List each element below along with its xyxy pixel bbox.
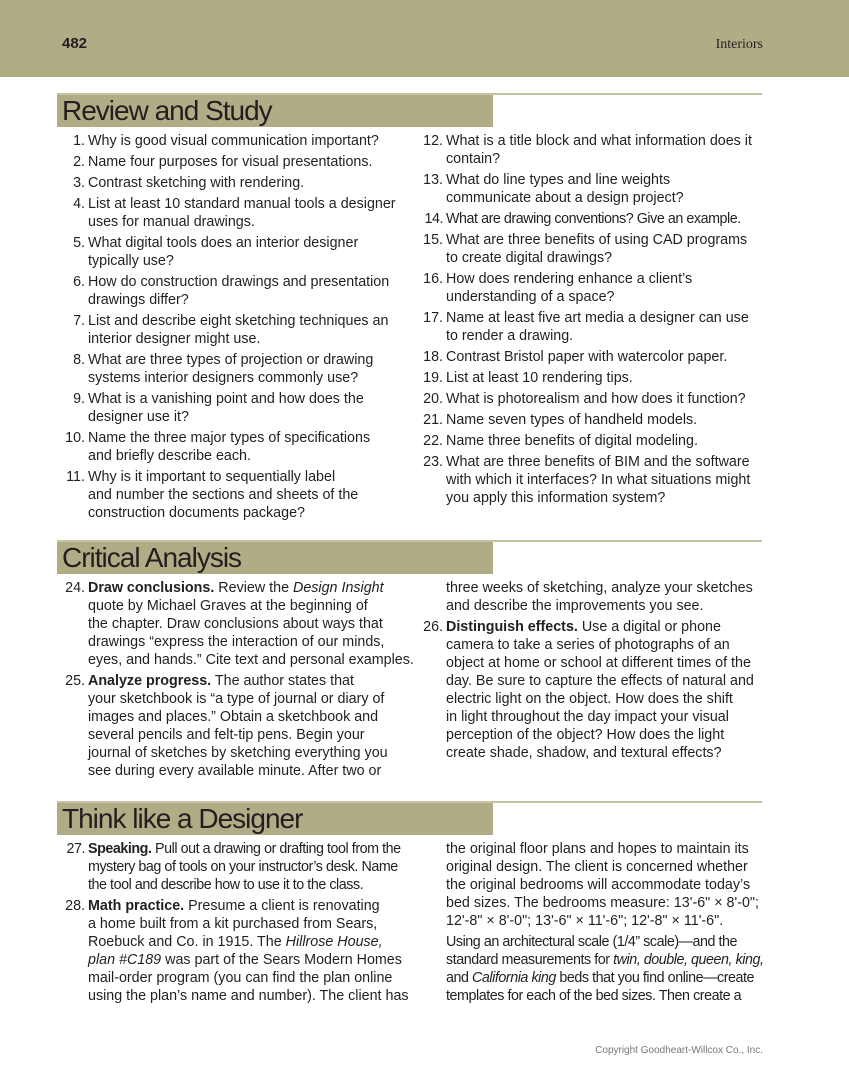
- item-number: 10.: [65, 430, 85, 446]
- question-item: [423, 618, 773, 762]
- item-number: 7.: [73, 313, 85, 329]
- item-lead: Draw conclusions.: [88, 580, 215, 596]
- question-item: [423, 309, 773, 345]
- question-item: [65, 312, 410, 348]
- item-text: quote by Michael Graves at the beginning of the chapter. Draw conclusions about ways that drawings “express the interaction of our minds, eyes, and hands.” Cite text and personal examples.: [88, 598, 414, 668]
- section-header-critical: [57, 540, 762, 576]
- item-number: 4.: [73, 196, 85, 212]
- item-text: Name the three major types of specifications and briefly describe each.: [88, 430, 371, 464]
- item-text: What are three benefits of BIM and the software with which it interfaces? In what situations might you apply this information system?: [446, 454, 751, 506]
- page-number: 482: [62, 35, 88, 52]
- think-left-column: [65, 840, 415, 1008]
- item-text: Pull out a drawing or drafting tool from the mystery bag of tools on your instructor’s desk. Name the tool and describe how to use it to the class.: [88, 841, 401, 893]
- question-item: [65, 840, 415, 894]
- question-item: [423, 231, 773, 267]
- section-title: Review and Study: [62, 95, 272, 126]
- item-lead: Analyze progress.: [88, 673, 212, 689]
- item-number: 25.: [65, 673, 85, 689]
- review-left-column: [65, 132, 410, 525]
- item-text: Presume a client is renovating a home built from a kit purchased from Sears, Roebuck and Co. in 1915. The: [88, 898, 380, 950]
- item-number: 13.: [423, 172, 443, 188]
- question-item: [65, 132, 410, 150]
- question-item: [423, 411, 773, 429]
- item-text: Why is it important to sequentially label and number the sections and sheets of the construction documents package?: [88, 469, 359, 521]
- question-item: [423, 432, 773, 450]
- item-text: How does rendering enhance a client’s understanding of a space?: [446, 271, 693, 305]
- question-item: [423, 210, 773, 228]
- item-lead: Math practice.: [88, 898, 185, 914]
- continued-paragraph: [423, 579, 773, 615]
- item-text: Why is good visual communication important?: [88, 133, 379, 149]
- item-text: Name at least five art media a designer can use to render a drawing.: [446, 310, 749, 344]
- question-item: [65, 195, 410, 231]
- item-number: 19.: [423, 370, 443, 386]
- question-item: [423, 132, 773, 168]
- question-item: [423, 348, 773, 366]
- item-lead: Speaking.: [88, 841, 152, 857]
- item-number: 22.: [423, 433, 443, 449]
- item-number: 11.: [66, 469, 85, 485]
- item-text: three weeks of sketching, analyze your sketches and describe the improvements you see.: [446, 580, 753, 614]
- continued-paragraph: [423, 933, 773, 1005]
- item-text: Use a digital or phone camera to take a series of photographs of an object at home or school at different times of the day. Be sure to capture the effects of natural and electric light on the object. How does the shift in light throughout the day impact your visual perception of the object? How does the light create shade, shadow, and textural effects?: [446, 619, 754, 761]
- section-title: Critical Analysis: [62, 542, 242, 573]
- item-number: 24.: [65, 580, 85, 596]
- item-text: Review the: [214, 580, 293, 596]
- think-right-column: [423, 840, 773, 1008]
- item-number: 23.: [423, 454, 443, 470]
- question-item: [65, 234, 410, 270]
- item-lead: Distinguish effects.: [446, 619, 578, 635]
- item-text: Name four purposes for visual presentations.: [88, 154, 373, 170]
- item-number: 15.: [423, 232, 443, 248]
- item-text: Hillrose House, plan #C189: [88, 934, 383, 968]
- item-text: Contrast sketching with rendering.: [88, 175, 305, 191]
- question-item: [65, 429, 410, 465]
- question-item: [65, 174, 410, 192]
- item-text: What is photorealism and how does it function?: [446, 391, 746, 407]
- item-text: What is a vanishing point and how does the designer use it?: [88, 391, 364, 425]
- item-number: 20.: [423, 391, 443, 407]
- question-item: [65, 897, 415, 1005]
- item-text: List at least 10 standard manual tools a designer uses for manual drawings.: [88, 196, 396, 230]
- item-number: 18.: [423, 349, 443, 365]
- question-item: [65, 351, 410, 387]
- item-number: 2.: [73, 154, 85, 170]
- item-text: The author states that your sketchbook is “a type of journal or diary of images and places.” Obtain a sketchbook and several pencils and felt-tip pens. Begin your journal of sketches by sketching everything you see during every available minute. After two or: [88, 673, 388, 779]
- question-item: [65, 672, 415, 780]
- item-text: California king: [472, 970, 556, 986]
- item-text: and: [446, 970, 469, 986]
- item-text: What are three types of projection or drawing systems interior designers commonly use?: [88, 352, 374, 386]
- item-text: What is a title block and what information does it contain?: [446, 133, 752, 167]
- chapter-title: Interiors: [715, 37, 763, 52]
- critical-left-column: [65, 579, 415, 783]
- question-item: [65, 390, 410, 426]
- item-number: 28.: [65, 898, 85, 914]
- review-right-column: [423, 132, 773, 510]
- item-number: 1.: [73, 133, 85, 149]
- item-number: 5.: [73, 235, 85, 251]
- question-item: [65, 468, 410, 522]
- item-number: 16.: [423, 271, 443, 287]
- continued-paragraph: [423, 840, 773, 930]
- item-text: beds that you find online—create templates for each of the bed sizes. Then create a: [446, 970, 755, 1004]
- critical-right-column: [423, 579, 773, 765]
- item-number: 9.: [73, 391, 85, 407]
- item-text: List and describe eight sketching techniques an interior designer might use.: [88, 313, 389, 347]
- item-number: 8.: [73, 352, 85, 368]
- question-item: [65, 273, 410, 309]
- copyright: Copyright Goodheart-Willcox Co., Inc.: [595, 1045, 763, 1056]
- item-text: twin, double, queen, king,: [613, 952, 764, 968]
- item-text: Contrast Bristol paper with watercolor paper.: [446, 349, 728, 365]
- item-text: What are three benefits of using CAD programs to create digital drawings?: [446, 232, 748, 266]
- question-item: [423, 390, 773, 408]
- item-text: What are drawing conventions? Give an example.: [446, 211, 741, 227]
- item-text: List at least 10 rendering tips.: [446, 370, 633, 386]
- item-text: Using an architectural scale (1/4” scale)—and the standard measurements for: [446, 934, 738, 968]
- question-item: [423, 270, 773, 306]
- item-text: Name seven types of handheld models.: [446, 412, 698, 428]
- item-number: 26.: [423, 619, 443, 635]
- section-header-review: [57, 93, 762, 129]
- item-number: 14.: [424, 211, 443, 227]
- question-item: [423, 171, 773, 207]
- question-item: [65, 579, 415, 669]
- item-text: What digital tools does an interior designer typically use?: [88, 235, 359, 269]
- section-title: Think like a Designer: [62, 803, 303, 834]
- item-number: 21.: [423, 412, 443, 428]
- item-text: was part of the Sears Modern Homes mail-order program (you can find the plan online using the plan’s name and number). The client has: [88, 952, 409, 1004]
- item-text: How do construction drawings and presentation drawings differ?: [88, 274, 390, 308]
- item-number: 17.: [423, 310, 443, 326]
- item-number: 27.: [66, 841, 85, 857]
- item-text: Design Insight: [293, 580, 384, 596]
- item-text: Name three benefits of digital modeling.: [446, 433, 698, 449]
- question-item: [423, 369, 773, 387]
- item-number: 6.: [73, 274, 85, 290]
- section-header-think: [57, 801, 762, 837]
- question-item: [65, 153, 410, 171]
- item-number: 12.: [423, 133, 443, 149]
- item-text: What do line types and line weights communicate about a design project?: [446, 172, 684, 206]
- item-number: 3.: [73, 175, 85, 191]
- question-item: [423, 453, 773, 507]
- item-text: the original floor plans and hopes to maintain its original design. The client is concerned whether the original bedrooms will accommodate today’s bed sizes. The bedrooms measure: 13'-6" × 8'-0"; 12'-8" × 8'-0"; 13'-6" × 11'-6"; 12'-8" × 11'-6".: [446, 841, 759, 929]
